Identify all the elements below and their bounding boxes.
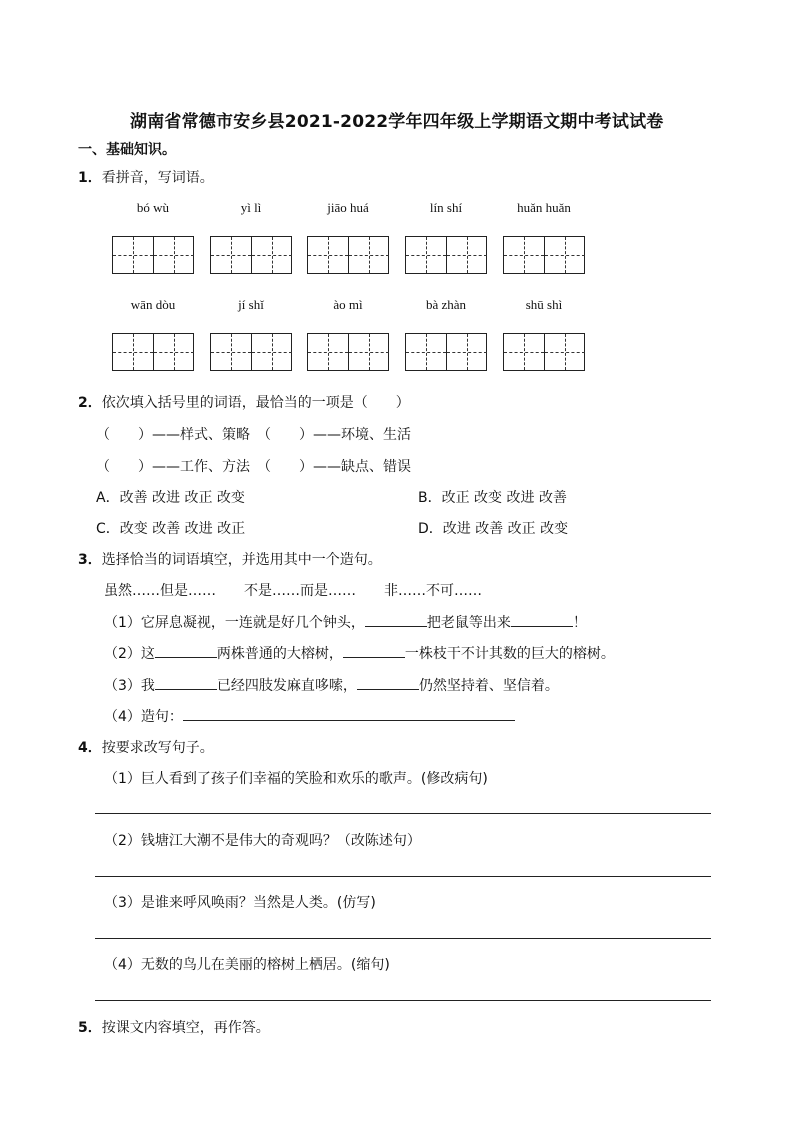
sentence-text: 两株普通的大榕树，	[216, 646, 343, 662]
q4-item-3: （3）是谁来呼风唤雨？当然是人类。(仿写)	[104, 895, 376, 911]
page-title: 湖南省常德市安乡县2021-2022学年四年级上学期语文期中考试试卷	[130, 112, 664, 132]
q3-sentence-3	[104, 675, 559, 695]
question-3: 3．选择恰当的词语填空，并选用其中一个造句。	[78, 552, 382, 568]
writing-box[interactable]	[210, 333, 292, 371]
question-number: 1	[78, 170, 88, 186]
pinyin-1-5: huǎn huǎn	[517, 200, 571, 215]
question-prompt: 看拼音，写词语。	[101, 170, 214, 186]
pinyin-2-2: jí shǐ	[238, 297, 264, 312]
sentence-text: 已经四肢发麻直哆嗦，	[216, 678, 357, 694]
pinyin-2-1: wān dòu	[130, 297, 176, 312]
sentence-text: 一株枝干不计其数的巨大的榕树。	[404, 646, 615, 662]
sentence-text: （3）我	[104, 678, 155, 694]
answer-blank[interactable]	[183, 706, 515, 721]
writing-box[interactable]	[210, 236, 292, 274]
answer-blank[interactable]	[155, 675, 217, 690]
q2-line-1: （ ）——样式、策略 （ ）——环境、生活	[96, 427, 411, 443]
pinyin-2-5: shū shì	[525, 297, 563, 312]
pinyin-1-3: jiāo huá	[327, 200, 369, 215]
question-number: 3	[78, 552, 88, 568]
writing-box[interactable]	[307, 333, 389, 371]
option-d[interactable]: D．改进 改善 改正 改变	[418, 521, 569, 537]
pinyin-1-4: lín shí	[429, 200, 463, 215]
q2-line-2: （ ）——工作、方法 （ ）——缺点、错误	[96, 459, 411, 475]
question-prompt: 按要求改写句子。	[101, 740, 214, 756]
pinyin-1-2: yì lì	[240, 200, 262, 215]
writing-box[interactable]	[405, 333, 487, 371]
sentence-text: 仍然坚持着、坚信着。	[418, 678, 559, 694]
option-c[interactable]: C．改变 改善 改进 改正	[96, 521, 246, 537]
writing-box[interactable]	[112, 236, 194, 274]
answer-line[interactable]	[95, 813, 711, 814]
pinyin-2-3: ào mì	[333, 297, 363, 312]
q3-sentence-2	[104, 643, 615, 663]
answer-blank[interactable]	[511, 612, 573, 627]
option-a[interactable]: A．改善 改进 改正 改变	[96, 490, 245, 506]
q4-item-4: （4）无数的鸟儿在美丽的榕树上栖居。(缩句)	[104, 957, 390, 973]
question-4: 4．按要求改写句子。	[78, 740, 214, 756]
sentence-text: （4）造句：	[104, 709, 183, 725]
writing-box[interactable]	[503, 333, 585, 371]
writing-box[interactable]	[307, 236, 389, 274]
pinyin-1-1: bó wù	[136, 200, 170, 215]
q3-sentence-4	[104, 706, 515, 726]
option-b[interactable]: B．改正 改变 改进 改善	[418, 490, 567, 506]
writing-box[interactable]	[112, 333, 194, 371]
word-choices: 虽然……但是…… 不是……而是…… 非……不可……	[104, 583, 482, 599]
answer-line[interactable]	[95, 1000, 711, 1001]
answer-blank[interactable]	[343, 643, 405, 658]
answer-line[interactable]	[95, 876, 711, 877]
question-1: 1．看拼音，写词语。	[78, 170, 214, 186]
sentence-text: （1）它屏息凝视，一连就是好几个钟头，	[104, 615, 365, 631]
answer-blank[interactable]	[155, 643, 217, 658]
answer-line[interactable]	[95, 938, 711, 939]
sentence-text: 把老鼠等出来	[426, 615, 511, 631]
question-prompt: 按课文内容填空，再作答。	[101, 1020, 270, 1036]
answer-blank[interactable]	[365, 612, 427, 627]
question-2: 2．依次填入括号里的词语，最恰当的一项是（ ）	[78, 395, 410, 411]
section-heading: 一、基础知识。	[78, 142, 176, 158]
question-number: 5	[78, 1020, 88, 1036]
question-prompt: 依次填入括号里的词语，最恰当的一项是（ ）	[101, 395, 410, 411]
sentence-text: （2）这	[104, 646, 155, 662]
writing-box[interactable]	[503, 236, 585, 274]
q3-sentence-1	[104, 612, 587, 632]
question-number: 2	[78, 395, 88, 411]
pinyin-2-4: bà zhàn	[425, 297, 467, 312]
question-5: 5．按课文内容填空，再作答。	[78, 1020, 270, 1036]
question-number: 4	[78, 740, 88, 756]
answer-blank[interactable]	[357, 675, 419, 690]
writing-box[interactable]	[405, 236, 487, 274]
question-prompt: 选择恰当的词语填空，并选用其中一个造句。	[101, 552, 382, 568]
q4-item-2: （2）钱塘江大潮不是伟大的奇观吗？（改陈述句）	[104, 833, 421, 849]
q4-item-1: （1）巨人看到了孩子们幸福的笑脸和欢乐的歌声。(修改病句)	[104, 771, 488, 787]
sentence-text: ！	[572, 615, 587, 631]
